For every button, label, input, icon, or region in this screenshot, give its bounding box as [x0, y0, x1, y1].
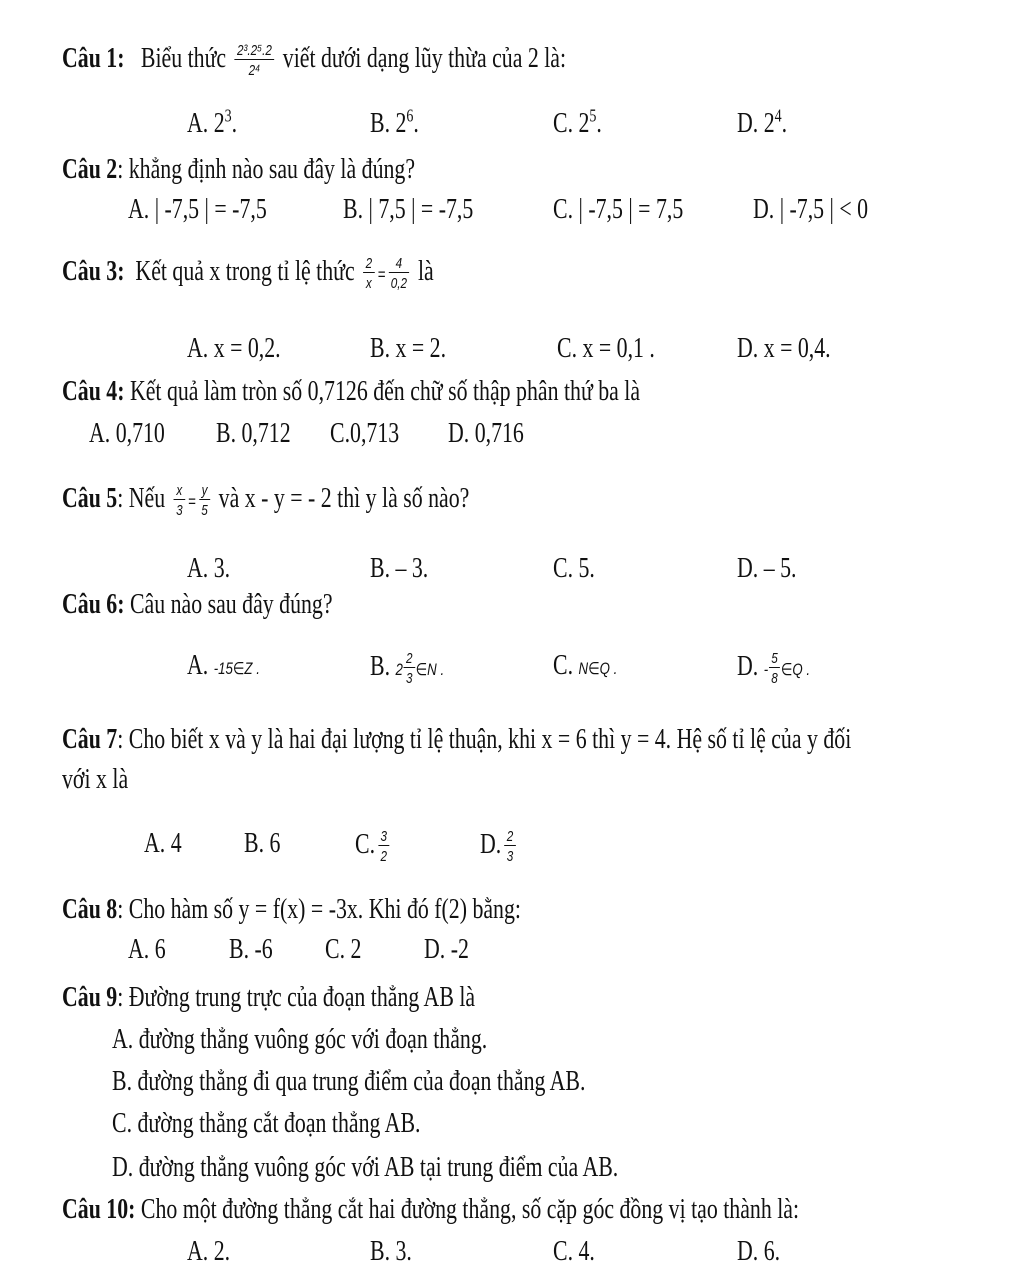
question-10 — [62, 1194, 799, 1226]
q9-option-c[interactable]: C. đường thẳng cắt đoạn thẳng AB. — [112, 1108, 421, 1139]
question-3-prefix: Kết quả x trong tỉ lệ thức — [135, 255, 355, 287]
question-5: Câu 5: Nếu $\frac{x}{3}$ = $\frac{y}{5}$ và x - y = - 2 thì y là số nào? — [62, 482, 470, 519]
question-2 — [62, 154, 415, 186]
question-3-fraction-right: $\frac{4}{0,2}$ — [388, 255, 409, 292]
q3-option-d[interactable]: D. x = 0,4. — [737, 333, 831, 364]
q2-option-d[interactable]: D. | -7,5 | < 0 — [753, 194, 869, 225]
question-9 — [62, 982, 475, 1014]
q8-option-d[interactable]: D. -2 — [424, 934, 469, 965]
q2-option-a[interactable]: A. | -7,5 | = -7,5 — [128, 194, 267, 225]
question-1 — [62, 42, 566, 79]
q3-option-a[interactable]: A. x = 0,2. — [187, 333, 281, 364]
q10-option-a[interactable]: A. 2. — [187, 1236, 231, 1267]
q8-option-c[interactable]: C. 2 — [325, 934, 362, 965]
question-3-suffix: là — [417, 255, 434, 287]
fraction-denominator: 2⁴ — [248, 62, 261, 79]
question-10-text: Cho một đường thẳng cắt hai đường thẳng, số cặp góc đồng vị tạo thành là: — [135, 1194, 800, 1225]
q3-option-b[interactable]: B. x = 2. — [370, 333, 447, 364]
question-4-label: Câu 4: — [62, 376, 125, 407]
question-6-label: Câu 6: — [62, 589, 125, 620]
q6-option-d[interactable]: D. - $\frac{5}{8}$ ∈Q . — [737, 650, 811, 687]
question-9-text: : Đường trung trực của đoạn thẳng AB là — [117, 982, 476, 1013]
q4-option-c[interactable]: C.0,713 — [330, 418, 400, 449]
q2-option-c[interactable]: C. | -7,5 | = 7,5 — [553, 194, 684, 225]
question-8-label: Câu 8 — [62, 894, 118, 925]
question-7-text: : Cho biết x và y là hai đại lượng tỉ lệ thuận, khi x = 6 thì y = 4. Hệ số tỉ lệ của y đối — [117, 724, 852, 755]
question-6 — [62, 589, 333, 621]
q10-option-d[interactable]: D. 6. — [737, 1236, 781, 1267]
fraction-numerator: 2³.2⁵.2 — [235, 42, 275, 60]
q6-option-a[interactable]: A. -15∈Z . — [187, 650, 260, 681]
question-1-label: Câu 1: — [62, 42, 125, 74]
q7-option-d[interactable]: D. $\frac{2}{3}$ — [480, 828, 519, 865]
q1-option-d[interactable]: D. $2^4$. — [737, 105, 788, 139]
question-2-label: Câu 2 — [62, 154, 118, 185]
q7-option-b[interactable]: B. 6 — [244, 828, 281, 859]
q9-option-b[interactable]: B. đường thẳng đi qua trung điểm của đoạn thẳng AB. — [112, 1066, 586, 1097]
q6-option-b[interactable]: B. 2 $\frac{2}{3}$ ∈N . — [370, 650, 445, 687]
q6-option-c[interactable]: C. N∈Q . — [553, 650, 618, 681]
q7-option-d-fraction: $\frac{2}{3}$ — [504, 828, 515, 865]
q10-option-b[interactable]: B. 3. — [370, 1236, 412, 1267]
question-5-fraction-left: $\frac{x}{3}$ — [174, 482, 185, 519]
question-6-text: Câu nào sau đây đúng? — [124, 589, 333, 620]
q5-option-b[interactable]: B. – 3. — [370, 553, 429, 584]
q6-option-d-fraction: $\frac{5}{8}$ — [769, 650, 780, 687]
q9-option-d[interactable]: D. đường thẳng vuông góc với AB tại trung điểm của AB. — [112, 1152, 619, 1183]
q7-option-c[interactable]: C. $\frac{3}{2}$ — [355, 828, 392, 865]
question-7 — [62, 724, 851, 756]
question-4 — [62, 376, 640, 408]
q3-option-c[interactable]: C. x = 0,1 . — [557, 333, 655, 364]
q8-option-a[interactable]: A. 6 — [128, 934, 166, 965]
q9-option-a[interactable]: A. đường thẳng vuông góc với đoạn thẳng. — [112, 1024, 488, 1055]
question-7-continued: với x là — [62, 764, 129, 795]
q1-option-c[interactable]: C. $2^5$. — [553, 105, 602, 139]
question-1-suffix: viết dưới dạng lũy thừa của 2 là: — [282, 42, 567, 74]
q5-option-c[interactable]: C. 5. — [553, 553, 595, 584]
question-5-fraction-right: $\frac{y}{5}$ — [199, 482, 210, 519]
question-5-label: Câu 5 — [62, 482, 118, 514]
q10-option-c[interactable]: C. 4. — [553, 1236, 595, 1267]
question-4-text: Kết quả làm tròn số 0,7126 đến chữ số thập phân thứ ba là — [124, 376, 641, 407]
question-8 — [62, 894, 521, 926]
question-3-label: Câu 3: — [62, 255, 125, 287]
question-7-label: Câu 7 — [62, 724, 118, 755]
q1-option-b[interactable]: B. $2^6$. — [370, 105, 419, 139]
q4-option-d[interactable]: D. 0,716 — [448, 418, 524, 449]
question-1-fraction — [235, 42, 275, 79]
q8-option-b[interactable]: B. -6 — [229, 934, 273, 965]
question-3: Câu 3: Kết quả x trong tỉ lệ thức $\frac{2}{x}$ = $\frac{4}{0,2}$ là — [62, 255, 434, 292]
question-8-text: : Cho hàm số y = f(x) = -3x. Khi đó f(2) bằng: — [117, 894, 521, 925]
question-2-text: : khẳng định nào sau đây là đúng? — [117, 154, 416, 185]
question-3-fraction-left: $\frac{2}{x}$ — [363, 255, 374, 292]
q7-option-a[interactable]: A. 4 — [144, 828, 182, 859]
question-5-prefix: : Nếu — [117, 482, 166, 514]
question-10-label: Câu 10: — [62, 1194, 136, 1225]
question-5-suffix: và x - y = - 2 thì y là số nào? — [218, 482, 470, 514]
q4-option-a[interactable]: A. 0,710 — [89, 418, 165, 449]
q6-option-b-fraction: $\frac{2}{3}$ — [404, 650, 415, 687]
q1-option-a[interactable]: A. $2^3$. — [187, 105, 238, 139]
question-9-label: Câu 9 — [62, 982, 118, 1013]
question-1-prefix: Biểu thức — [140, 42, 227, 74]
q4-option-b[interactable]: B. 0,712 — [216, 418, 291, 449]
q7-option-c-fraction: $\frac{3}{2}$ — [378, 828, 389, 865]
q5-option-d[interactable]: D. – 5. — [737, 553, 797, 584]
q5-option-a[interactable]: A. 3. — [187, 553, 231, 584]
q2-option-b[interactable]: B. | 7,5 | = -7,5 — [343, 194, 474, 225]
